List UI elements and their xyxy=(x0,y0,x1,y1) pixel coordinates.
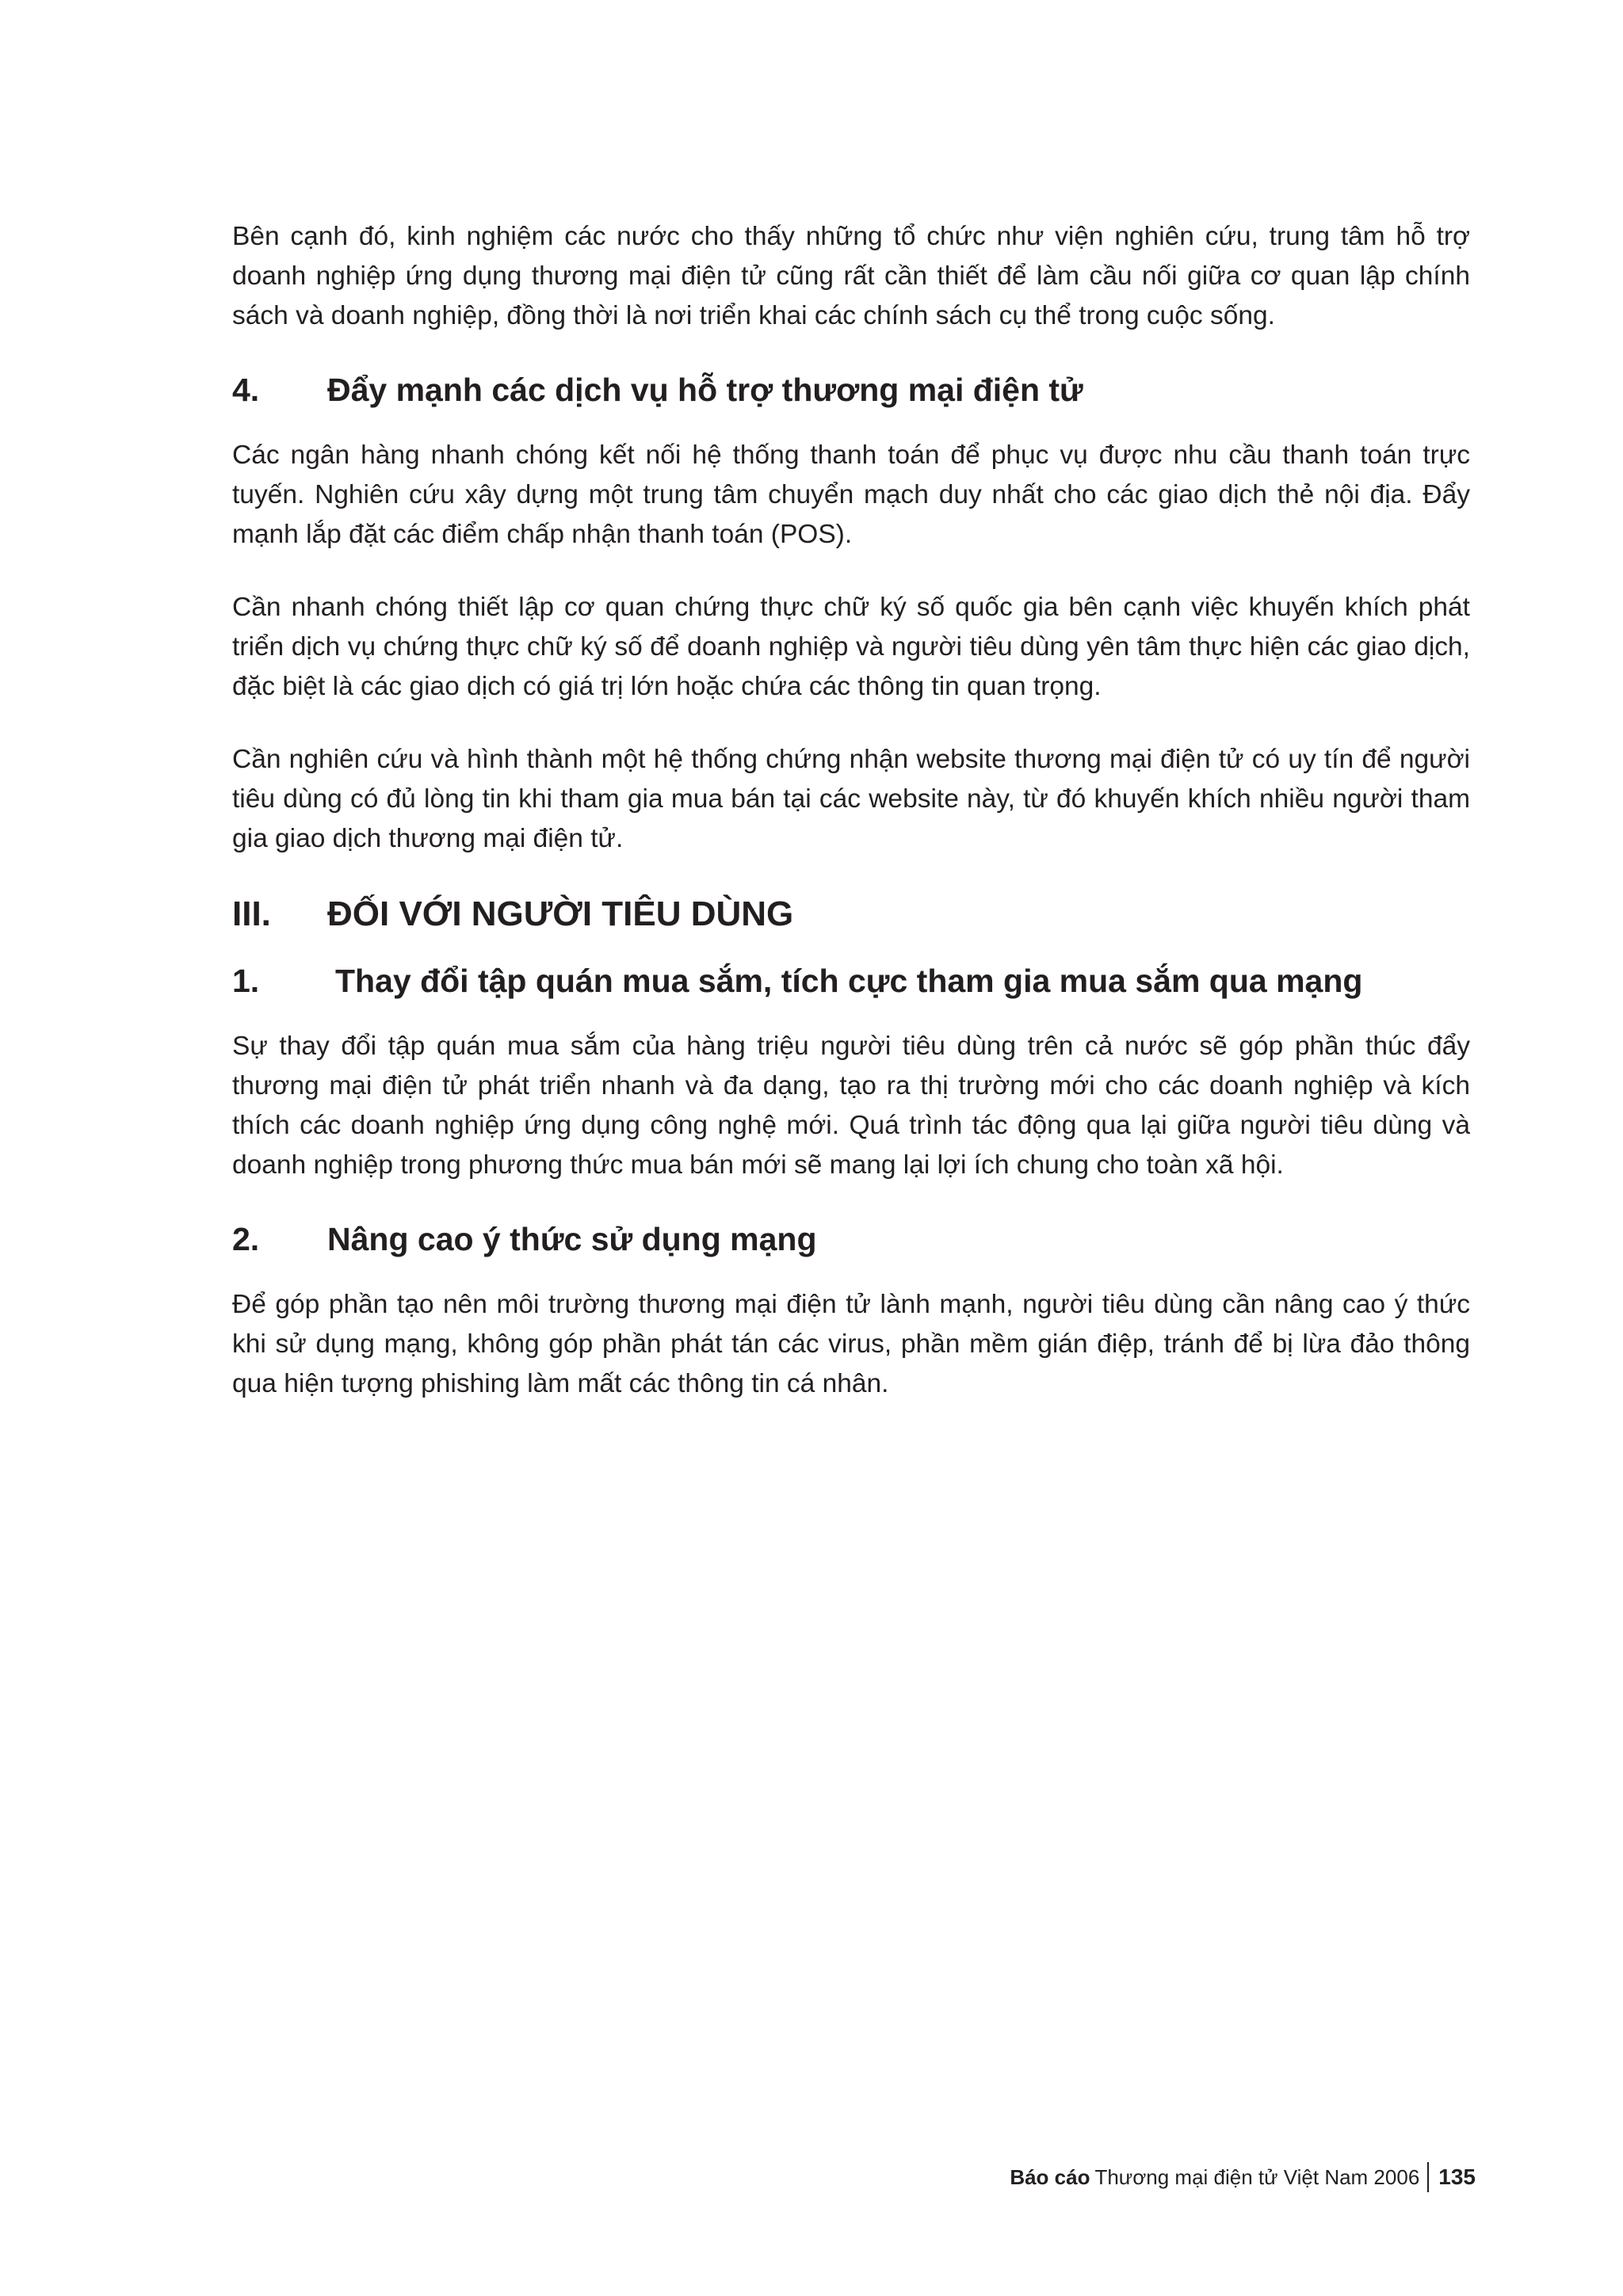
subsection-2-number: 2. xyxy=(232,1221,260,1257)
section-4-number: 4. xyxy=(232,372,260,408)
footer-report-label: Báo cáo xyxy=(1010,2164,1090,2189)
subsection-1-number: 1. xyxy=(232,963,260,999)
subsection-1-paragraph: Sự thay đổi tập quán mua sắm của hàng triệu người tiêu dùng trên cả nước sẽ góp phần thúc đẩy thương mại điện tử phát triển nhanh và đa dạng, tạo ra thị trường mới cho các doanh nghiệp và kích thích các doanh nghiệp ứng dụng công nghệ mới. Quá trình tác động qua lại giữa người tiêu dùng và doanh nghiệp trong phương thức mua bán mới sẽ mang lại lợi ích chung cho toàn xã hội. xyxy=(232,1032,1470,1180)
page-number: 135 xyxy=(1438,2164,1476,2189)
page-footer xyxy=(1010,2161,1476,2193)
footer-report-title: Thương mại điện tử Việt Nam 2006 xyxy=(1094,2164,1420,2189)
subsection-2-heading xyxy=(232,1219,1470,1260)
section-4-title: Đẩy mạnh các dịch vụ hỗ trợ thương mại điện tử xyxy=(327,372,1083,408)
section-4-paragraph-2: Cần nhanh chóng thiết lập cơ quan chứng thực chữ ký số quốc gia bên cạnh việc khuyến khích phát triển dịch vụ chứng thực chữ ký số để doanh nghiệp và người tiêu dùng yên tâm thực hiện các giao dịch, đặc biệt là các giao dịch có giá trị lớn hoặc chứa các thông tin quan trọng. xyxy=(232,593,1470,701)
page-content xyxy=(232,217,1470,1437)
part-3-title: ĐỐI VỚI NGƯỜI TIÊU DÙNG xyxy=(327,894,794,933)
part-3-number: III. xyxy=(232,894,271,933)
section-4-paragraph-3: Cần nghiên cứu và hình thành một hệ thống chứng nhận website thương mại điện tử có uy tín để người tiêu dùng có đủ lòng tin khi tham gia mua bán tại các website này, từ đó khuyến khích nhiều người tham gia giao dịch thương mại điện tử. xyxy=(232,745,1470,853)
subsection-2-title: Nâng cao ý thức sử dụng mạng xyxy=(327,1221,817,1257)
intro-paragraph: Bên cạnh đó, kinh nghiệm các nước cho thấy những tổ chức như viện nghiên cứu, trung tâm hỗ trợ doanh nghiệp ứng dụng thương mại điện tử cũng rất cần thiết để làm cầu nối giữa cơ quan lập chính sách và doanh nghiệp, đồng thời là nơi triển khai các chính sách cụ thể trong cuộc sống. xyxy=(232,222,1470,330)
section-4-paragraph-1: Các ngân hàng nhanh chóng kết nối hệ thống thanh toán để phục vụ được nhu cầu thanh toán trực tuyến. Nghiên cứu xây dựng một trung tâm chuyển mạch duy nhất cho các giao dịch thẻ nội địa. Đẩy mạnh lắp đặt các điểm chấp nhận thanh toán (POS). xyxy=(232,441,1470,549)
subsection-2-paragraph: Để góp phần tạo nên môi trường thương mại điện tử lành mạnh, người tiêu dùng cần nâng cao ý thức khi sử dụng mạng, không góp phần phát tán các virus, phần mềm gián điệp, tránh để bị lừa đảo thông qua hiện tượng phishing làm mất các thông tin cá nhân. xyxy=(232,1290,1470,1398)
section-4-heading xyxy=(232,369,1470,410)
subsection-1-title: Thay đổi tập quán mua sắm, tích cực tham gia mua sắm qua mạng xyxy=(335,963,1363,999)
subsection-1-heading xyxy=(232,960,1470,1001)
footer-divider xyxy=(1427,2162,1429,2192)
part-3-heading xyxy=(232,892,1470,936)
